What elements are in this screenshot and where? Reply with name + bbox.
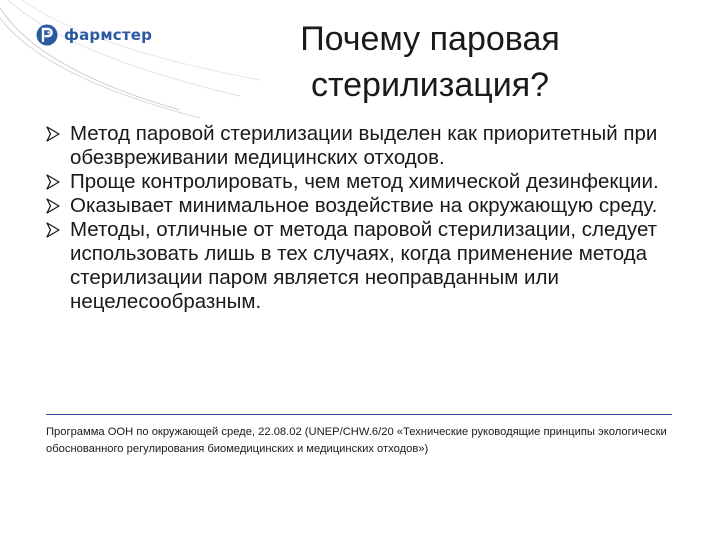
bullet-text: Оказывает минимальное воздействие на окружающую среду. xyxy=(70,194,658,217)
arrowhead-bullet-icon xyxy=(46,126,60,142)
pharmster-p-logo-icon xyxy=(36,24,58,46)
bullet-list xyxy=(46,122,686,314)
bullet-item xyxy=(46,218,686,314)
arrowhead-bullet-icon xyxy=(46,222,60,238)
arrowhead-bullet-icon xyxy=(46,198,60,214)
bullet-item xyxy=(46,122,686,170)
arrowhead-bullet-icon xyxy=(46,174,60,190)
title-line-2: стерилизация? xyxy=(310,66,550,104)
bullet-text: Метод паровой стерилизации выделен как приоритетный при обезвреживании медицинских отходов. xyxy=(70,122,658,169)
slide-title xyxy=(250,16,610,108)
footnote-divider xyxy=(46,414,672,415)
bullet-text: Методы, отличные от метода паровой стерилизации, следует использовать лишь в тех случаях, когда применение метода стерилизации паром является неоправданным или нецелесообразным. xyxy=(70,218,658,313)
title-line-1: Почему паровая xyxy=(300,20,560,58)
corner-decoration-lines xyxy=(0,0,260,120)
brand-logo xyxy=(36,24,152,46)
bullet-item xyxy=(46,194,686,218)
bullet-text: Проще контролировать, чем метод химической дезинфекции. xyxy=(70,170,659,193)
bullet-item xyxy=(46,170,686,194)
source-footnote: Программа ООН по окружающей среде, 22.08.02 (UNEP/CHW.6/20 «Технические руководящие принципы экологически обоснованного регулирования биомедицинских и медицинских отходов») xyxy=(46,426,667,455)
brand-name: фармстер xyxy=(64,26,153,44)
